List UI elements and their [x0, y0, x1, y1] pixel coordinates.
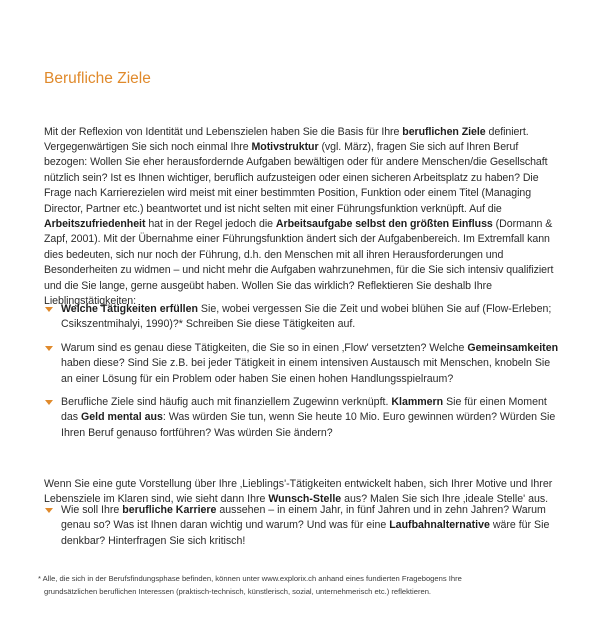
- list-item-text: [61, 303, 551, 330]
- emphasis-text: Geld mental aus: [81, 411, 163, 424]
- text-run: hat in der Regel jedoch die: [145, 218, 276, 231]
- emphasis-text: berufliche Karriere: [122, 504, 217, 516]
- emphasis-text: Wunsch-Stelle: [268, 493, 342, 505]
- page-title: Berufliche Ziele: [44, 70, 151, 87]
- text-run: Mit der Reflexion von Identität und Lebenszielen haben Sie die Basis für Ihre: [44, 125, 403, 138]
- text-run: aussehen – in einem Jahr, in fünf Jahren und in zehn Jahren? Warum genau so? Was ist Ihnen daran wichtig und warum? Und was für eine: [61, 504, 546, 532]
- emphasis-text: Arbeitszufriedenheit: [44, 218, 146, 231]
- text-run: Berufliche Ziele sind häufig auch mit finanziellem Zugewinn verknüpft.: [61, 396, 392, 409]
- text-run: : Was würden Sie tun, wenn Sie heute 10 Mio. Euro gewinnen würden? Würden Sie Ihren Beruf genauso fortführen? Was würden Sie ändern?: [61, 411, 556, 439]
- emphasis-text: Gemeinsamkeiten: [467, 341, 559, 354]
- emphasis-text: Klammern: [391, 396, 444, 409]
- triangle-bullet-icon: [45, 346, 53, 351]
- bullet-list-career: [44, 503, 564, 557]
- text-run: Wenn Sie eine gute Vorstellung über Ihre ‚Lieblings'-Tätigkeiten entwickelt haben, sich Ihrer Motive und Ihrer Lebensziele im Klaren sind, wie sieht dann Ihre: [44, 477, 553, 505]
- bullet-list-reflection: [44, 302, 564, 449]
- text-run: Wie soll Ihre: [61, 504, 123, 516]
- emphasis-text: beruflichen Ziele: [402, 125, 486, 138]
- text-run: (vgl. März), fragen Sie sich auf Ihren Beruf bezogen: Wollen Sie eher herausfordernde Aufgaben bewältigen oder für andere Menschen/die Gesellschaft nützlich sein? Ist es Ihnen wichtiger, beruflich aufzusteigen oder einen sicheren Arbeitsplatz zu haben? Die Frage nach Karrierezielen wird meist mit einer bestimmten Position, Funktion oder einem Titel (Managing Director, Partner etc.) beantwortet und ist nicht selten mit einer Führungsfunktion verknüpft. Auf die: [44, 141, 548, 215]
- footnote-line-1: * Alle, die sich in der Berufsfindungsphase befinden, können unter www.explorix.ch anhand eines fundierten Fragebogens Ihre: [38, 574, 462, 583]
- footnote: [38, 572, 568, 598]
- text-run: wäre für Sie denkbar? Hinterfragen Sie sich kritisch!: [61, 519, 550, 547]
- intro-paragraph: [44, 125, 564, 310]
- list-item: [44, 503, 564, 549]
- text-run: (Dormann & Zapf, 2001). Mit der Übernahme einer Führungsfunktion ändert sich der Aufgabenbereich. Im Extremfall kann dies bedeuten, sich nur noch der Führung, d.h. den Menschen mit all ihren Herausforderungen und Besonderheiten zu widmen – und nicht mehr die Aufgaben wahrzunehmen, für die Sie sich intensiv qualifiziert und die Sie lange, gerne ausgeübt haben. Wollen Sie das wirklich? Reflektieren Sie deshalb Ihre Lieblingstätigkeiten:: [44, 218, 554, 308]
- emphasis-text: Laufbahnalternative: [389, 519, 490, 532]
- triangle-bullet-icon: [45, 307, 53, 312]
- text-run: definiert. Vergegenwärtigen Sie sich noch einmal Ihre: [44, 125, 529, 153]
- text-run: aus? Malen Sie sich Ihre ‚ideale Stelle' aus.: [341, 493, 549, 505]
- list-item: [44, 395, 564, 441]
- text-run: Warum sind es genau diese Tätigkeiten, die Sie so in einen ‚Flow' versetzten? Welche: [61, 341, 468, 354]
- emphasis-text: Motivstruktur: [251, 141, 319, 153]
- list-item: [44, 341, 564, 387]
- list-item: [44, 302, 564, 333]
- list-item-text: [61, 342, 558, 385]
- list-item-text: [61, 504, 549, 547]
- triangle-bullet-icon: [45, 508, 53, 513]
- list-item-text: [61, 396, 555, 439]
- emphasis-text: Arbeitsaufgabe selbst den größten Einfluss: [275, 218, 493, 231]
- emphasis-text: Welche Tätigkeiten erfüllen: [61, 303, 198, 315]
- text-run: Sie für einen Moment das: [61, 396, 547, 424]
- triangle-bullet-icon: [45, 400, 53, 405]
- text-run: Sie, wobei vergessen Sie die Zeit und wobei blühen Sie auf (Flow-Erleben; Csikszentmihalyi, 1990)?* Schreiben Sie diese Tätigkeiten auf.: [61, 303, 552, 331]
- text-run: haben diese? Sind Sie z.B. bei jeder Tätigkeit in einem intensiven Austausch mit Menschen, knobeln Sie an einer Lösung für ein Problem oder haben Sie einen hohen Handlungsspielraum?: [61, 357, 551, 385]
- footnote-line-2: grundsätzlichen beruflichen Interessen (praktisch-technisch, künstlerisch, sozial, unternehmerisch etc.) reflektieren.: [44, 587, 432, 596]
